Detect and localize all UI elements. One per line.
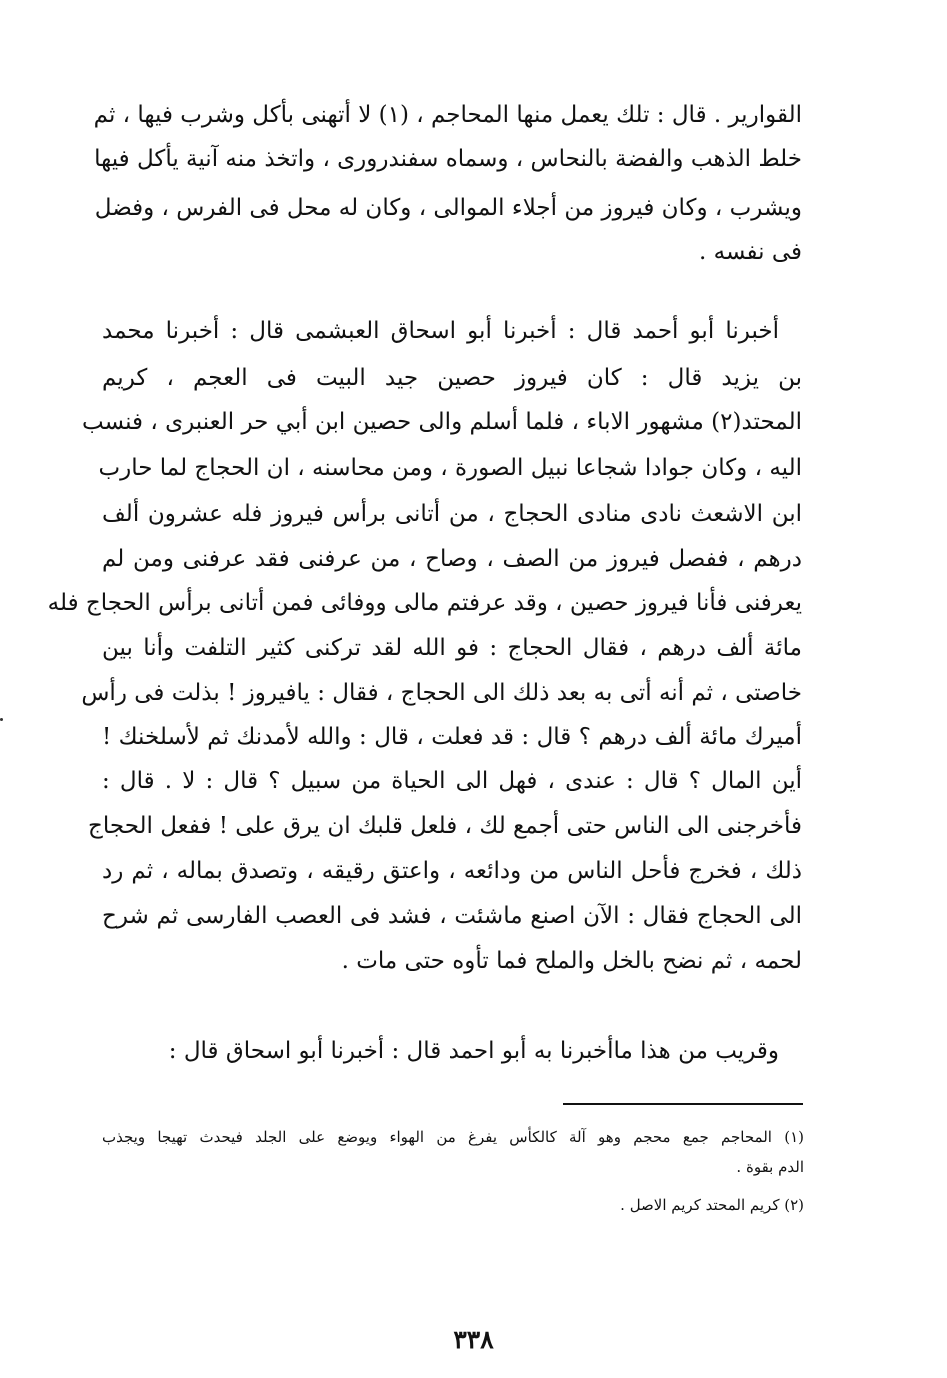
text-line: مائة ألف درهم ، فقال الحجاج : فو الله لقد تركنى كثير التلفت وأنا بين xyxy=(102,635,802,661)
scan-speck xyxy=(0,718,3,721)
footnote-divider xyxy=(563,1103,803,1105)
text-line: خلط الذهب والفضة بالنحاس ، وسماه سفندروری ، واتخذ منه آنية يأكل فيها xyxy=(94,146,802,172)
text-line: لحمه ، ثم نضح بالخل والملح فما تأوه حتى مات . xyxy=(341,948,802,974)
text-line: أميرك مائة ألف درهم ؟ قال : قد فعلت ، قال : والله لأمدنك ثم لأسلخنك ! xyxy=(102,724,802,750)
text-line: خاصتى ، ثم أنه أتى به بعد ذلك الى الحجاج ، فقال : يافيروز ! بذلت فى رأس xyxy=(81,680,802,706)
text-line: ابن الاشعث نادى منادى الحجاج ، من أتانى برأس فيروز فله عشرون ألف xyxy=(102,501,802,527)
text-line: فأخرجنى الى الناس حتى أجمع لك ، فلعل قلبك ان يرق على ! ففعل الحجاج xyxy=(88,813,802,839)
text-line: بن يزيد قال : كان فيروز حصين جيد البيت فى العجم ، كريم xyxy=(102,365,802,391)
text-line: ويشرب ، وكان فيروز من أجلاء الموالى ، وكان له محل فى الفرس ، وفضل xyxy=(94,195,802,221)
footnote-line: (١) المحاجم جمع محجم وهو آلة كالكأس يفرغ من الهواء ويوضع على الجلد فيحدث تهيجا ويجذب xyxy=(102,1128,804,1146)
text-line: وقريب من هذا ماأخبرنا به أبو احمد قال : أخبرنا أبو اسحاق قال : xyxy=(168,1038,779,1064)
text-line: درهم ، ففصل فيروز من الصف ، وصاح ، من عرفنى فقد عرفنى ومن لم xyxy=(102,546,802,572)
text-line: القوارير . قال : تلك يعمل منها المحاجم ، (١) لا أتهنى بأكل وشرب فيها ، ثم xyxy=(93,102,802,128)
page-number: ٣٣٨ xyxy=(453,1325,494,1354)
text-line: الى الحجاج فقال : الآن اصنع ماشئت ، فشد فى العصب الفارسى ثم شرح xyxy=(102,903,802,929)
text-line: ذلك ، فخرج فأحل الناس من ودائعه ، واعتق رقيقه ، وتصدق بماله ، ثم رد xyxy=(102,858,802,884)
text-line: أين المال ؟ قال : عندى ، فهل الى الحياة من سبيل ؟ قال : لا . قال : xyxy=(102,768,802,794)
text-line: يعرفنى فأنا فيروز حصين ، وقد عرفتم مالى ووفائى فمن أتانى برأس الحجاج فله xyxy=(47,590,802,616)
text-line: اليه ، وكان جوادا شجاعا نبيل الصورة ، ومن محاسنه ، ان الحجاج لما حارب xyxy=(98,455,802,481)
footnote-line: الدم بقوة . xyxy=(736,1158,804,1176)
footnote-line: (٢) كريم المحتد كريم الاصل . xyxy=(620,1196,804,1214)
text-line: فى نفسه . xyxy=(699,239,802,265)
text-line: أخبرنا أبو أحمد قال : أخبرنا أبو اسحاق العبشمى قال : أخبرنا محمد xyxy=(102,318,779,344)
text-line: المحتد(٢) مشهور الاباء ، فلما أسلم والى حصين ابن أبي حر العنبرى ، فنسب xyxy=(82,409,802,435)
